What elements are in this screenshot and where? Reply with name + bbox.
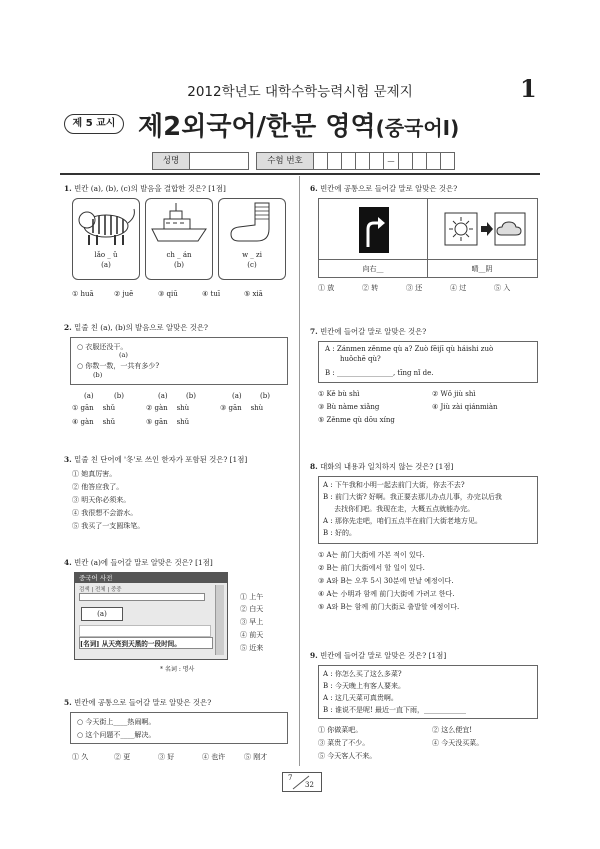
- exam-no-label: 수험 번호: [256, 152, 314, 170]
- q1-option-4[interactable]: ④ tuī: [202, 290, 221, 298]
- q6-label-2: 晴__阴: [471, 265, 493, 273]
- q2-option-3[interactable]: ③ gān shù: [220, 404, 264, 412]
- subject-title: [138, 106, 459, 143]
- q8-title: 8. 대화의 내용과 일치하지 않는 것은? [1점]: [310, 462, 454, 471]
- q4-option-3[interactable]: ③ 早上: [240, 618, 264, 626]
- q3-option-3[interactable]: ③ 明天你必须来。: [72, 496, 131, 504]
- q8-box: [318, 476, 538, 544]
- q2-head-b3: (b): [260, 392, 270, 400]
- q2-option-1[interactable]: ① gān shǔ: [72, 404, 116, 412]
- page-footer: [282, 772, 322, 792]
- q3-option-4[interactable]: ④ 我很想不会游水。: [72, 509, 138, 517]
- name-exam-row: [152, 152, 452, 168]
- page-number: 1: [520, 74, 537, 103]
- dict-result-area: [79, 625, 211, 637]
- q5-line-1: ○ 今天街上____热闹啊。: [77, 718, 156, 726]
- q6-title: 6. 빈칸에 공통으로 들어갈 말로 알맞은 것은?: [310, 184, 458, 193]
- column-divider: [299, 176, 300, 766]
- q4-option-4[interactable]: ④ 前天: [240, 631, 264, 639]
- q6-option-3[interactable]: ③ 还: [406, 284, 423, 292]
- q5-option-1[interactable]: ① 久: [72, 753, 89, 761]
- q2-head-b1: (b): [114, 392, 124, 400]
- q6-option-4[interactable]: ④ 过: [450, 284, 467, 292]
- dict-search-input[interactable]: [79, 593, 205, 601]
- q2-option-5[interactable]: ⑤ gān shǔ: [146, 418, 190, 426]
- header-rule: [60, 173, 540, 175]
- q6-label-1: 向右__: [362, 265, 384, 273]
- q5-option-5[interactable]: ⑤ 刚才: [244, 753, 268, 761]
- q8-option-2[interactable]: ② B는 前门大街에서 할 일이 있다.: [318, 564, 425, 572]
- q8-dialog-1: A : 下午我和小明一起去前门大街，你去不去?: [323, 481, 465, 489]
- q1-picture-sock: [218, 198, 286, 280]
- dict-scrollbar[interactable]: [215, 585, 224, 655]
- q1-mark-c: (c): [247, 261, 257, 269]
- q1-title: 1. 빈칸 (a), (b), (c)의 발음을 결합한 것은? [1점]: [64, 184, 226, 193]
- q2-head-a1: (a): [84, 392, 94, 400]
- q2-title: 2. 밑줄 친 (a), (b)의 발음으로 알맞은 것은?: [64, 323, 208, 332]
- q7-title: 7. 빈칸에 들어갈 말로 알맞은 것은?: [310, 327, 427, 336]
- q9-option-1[interactable]: ① 你做菜吧。: [318, 726, 363, 734]
- q2-option-4[interactable]: ④ gàn shǔ: [72, 418, 116, 426]
- q9-dialog-2: B : 今天晚上有客人要来。: [323, 682, 405, 690]
- q1-label-c: w _ zi: [242, 251, 262, 259]
- q6-option-5[interactable]: ⑤ 入: [494, 284, 511, 292]
- q7-b-line: B : ________________, tīng nǐ de.: [325, 369, 434, 377]
- sun-to-cloud-icon: [443, 211, 527, 251]
- q1-mark-b: (b): [174, 261, 184, 269]
- q6-option-1[interactable]: ① 放: [318, 284, 335, 292]
- q3-title: 3. 밑줄 친 단어에 '冬'로 쓰인 한자가 포함된 것은? [1점]: [64, 455, 248, 464]
- q4-option-1[interactable]: ① 上午: [240, 593, 264, 601]
- q2-box: [70, 337, 288, 385]
- q7-option-4[interactable]: ④ Jiù zài qiánmiàn: [432, 403, 498, 411]
- dict-blank-field[interactable]: [81, 607, 123, 621]
- q2-option-2[interactable]: ② gàn shù: [146, 404, 190, 412]
- q2-head-a3: (a): [232, 392, 242, 400]
- q4-note: * 名词 : 명사: [160, 666, 195, 673]
- q3-option-2[interactable]: ② 他答应我了。: [72, 483, 124, 491]
- q1-option-2[interactable]: ② juē: [114, 290, 134, 298]
- q9-option-3[interactable]: ③ 菜贵了不少。: [318, 739, 370, 747]
- q9-option-2[interactable]: ② 这么便宜!: [432, 726, 473, 734]
- q6-picture-box: [318, 198, 538, 278]
- q7-option-1[interactable]: ① Kě bù shì: [318, 390, 360, 398]
- q2-line-2: ○ 你数一数，一共有多少?: [77, 362, 160, 370]
- q1-picture-ship: [145, 198, 213, 280]
- q6-option-2[interactable]: ② 转: [362, 284, 379, 292]
- exam-no-dash: —: [384, 153, 398, 169]
- q5-line-2: ○ 这个问题不____解决。: [77, 731, 156, 739]
- q4-option-5[interactable]: ⑤ 近来: [240, 644, 264, 652]
- footer-page: 7: [288, 774, 293, 782]
- q5-option-4[interactable]: ④ 也许: [202, 753, 226, 761]
- q8-dialog-2: B : 前门大街? 好啊。我正要去那儿办点儿事，办完以后我: [323, 493, 502, 501]
- q5-box: [70, 712, 288, 744]
- q8-option-4[interactable]: ④ A는 小明과 함께 前门大街에 가려고 한다.: [318, 590, 455, 598]
- q1-option-1[interactable]: ① huā: [72, 290, 94, 298]
- q7-option-5[interactable]: ⑤ Zěnme qù dōu xíng: [318, 416, 395, 424]
- q5-title: 5. 빈칸에 공통으로 들어갈 말로 알맞은 것은?: [64, 698, 212, 707]
- q1-label-a: lǎo _ ǔ: [94, 251, 118, 259]
- q8-dialog-4: A : 那你先走吧，咱们五点半在前门大街老地方见。: [323, 517, 482, 525]
- q3-option-5[interactable]: ⑤ 我买了一支圆珠笔。: [72, 522, 145, 530]
- footer-total: 32: [305, 781, 314, 789]
- period-badge: 제 5 교시: [64, 114, 124, 134]
- q5-option-3[interactable]: ③ 好: [158, 753, 175, 761]
- q9-dialog-4: B : 谁说不是呢! 最近一直下雨，____________: [323, 706, 466, 714]
- sock-icon: [219, 199, 285, 249]
- dict-title: 중국어 사전: [75, 573, 227, 583]
- subject-sub: (중국어Ⅰ): [375, 116, 460, 140]
- q9-dialog-3: A : 这几天菜可真贵啊。: [323, 694, 398, 702]
- q7-a-line-1: A : Zánmen zěnme qù a? Zuò fēijī qù háishi zuò: [325, 345, 494, 353]
- dict-definition: [名词] 从天亮到天黑的一段时间。: [79, 637, 213, 649]
- q8-option-5[interactable]: ⑤ A와 B는 함께 前门大街로 출발할 예정이다.: [318, 603, 460, 611]
- q7-option-3[interactable]: ③ Bù nàme xiǎng: [318, 403, 380, 411]
- footer-slash: [283, 773, 321, 791]
- dict-blank-label: (a): [97, 610, 107, 618]
- dict-tabs[interactable]: 검색 | 전체 | 중중: [79, 587, 122, 593]
- turn-right-arrow-icon: [359, 207, 389, 253]
- q1-option-5[interactable]: ⑤ xiā: [244, 290, 263, 298]
- tiger-icon: [73, 199, 139, 249]
- q9-option-5[interactable]: ⑤ 今天客人不来。: [318, 752, 377, 760]
- q9-box: [318, 665, 538, 719]
- q2-line-1: ○ 衣服还没干。: [77, 343, 128, 351]
- q6-label-row: [319, 259, 537, 260]
- name-label: 성명: [152, 152, 190, 170]
- q7-option-2[interactable]: ② Wǒ jiù shì: [432, 390, 476, 398]
- q4-option-2[interactable]: ② 白天: [240, 605, 264, 613]
- q1-picture-tiger: [72, 198, 140, 280]
- subject-main: 제2외국어/한문 영역: [138, 112, 376, 142]
- q1-mark-a: (a): [101, 261, 111, 269]
- q9-title: 9. 빈칸에 들어갈 말로 알맞은 것은? [1점]: [310, 651, 447, 660]
- q7-a-line-2: huǒchē qù?: [340, 355, 381, 363]
- q2-head-a2: (a): [158, 392, 168, 400]
- q3-option-1[interactable]: ① 她真厉害。: [72, 470, 117, 478]
- ship-icon: [146, 199, 212, 249]
- q4-dictionary-window: [74, 572, 228, 660]
- q8-dialog-5: B : 好的。: [323, 529, 356, 537]
- q8-option-3[interactable]: ③ A와 B는 오후 5시 30분에 만날 예정이다.: [318, 577, 454, 585]
- q9-option-4[interactable]: ④ 今天没买菜。: [432, 739, 484, 747]
- q9-dialog-1: A : 你怎么买了这么多菜?: [323, 670, 402, 678]
- q8-dialog-3: 去找你们吧。我现在走，大概五点就能办完。: [323, 505, 475, 513]
- q5-option-2[interactable]: ② 更: [114, 753, 131, 761]
- q8-option-1[interactable]: ① A는 前门大街에 가본 적이 있다.: [318, 551, 425, 559]
- q2-mark-a: (a): [119, 351, 128, 359]
- exam-title: 2012학년도 대학수학능력시험 문제지: [187, 84, 413, 100]
- q7-box: [318, 341, 538, 383]
- q1-label-b: ch _ án: [166, 251, 192, 259]
- q1-option-3[interactable]: ③ qiū: [158, 290, 178, 298]
- q2-mark-b: (b): [93, 371, 103, 379]
- q4-title: 4. 빈칸 (a)에 들어갈 말로 알맞은 것은? [1점]: [64, 558, 213, 567]
- q2-head-b2: (b): [186, 392, 196, 400]
- name-field[interactable]: [189, 152, 249, 170]
- exam-no-boxes[interactable]: [313, 152, 455, 170]
